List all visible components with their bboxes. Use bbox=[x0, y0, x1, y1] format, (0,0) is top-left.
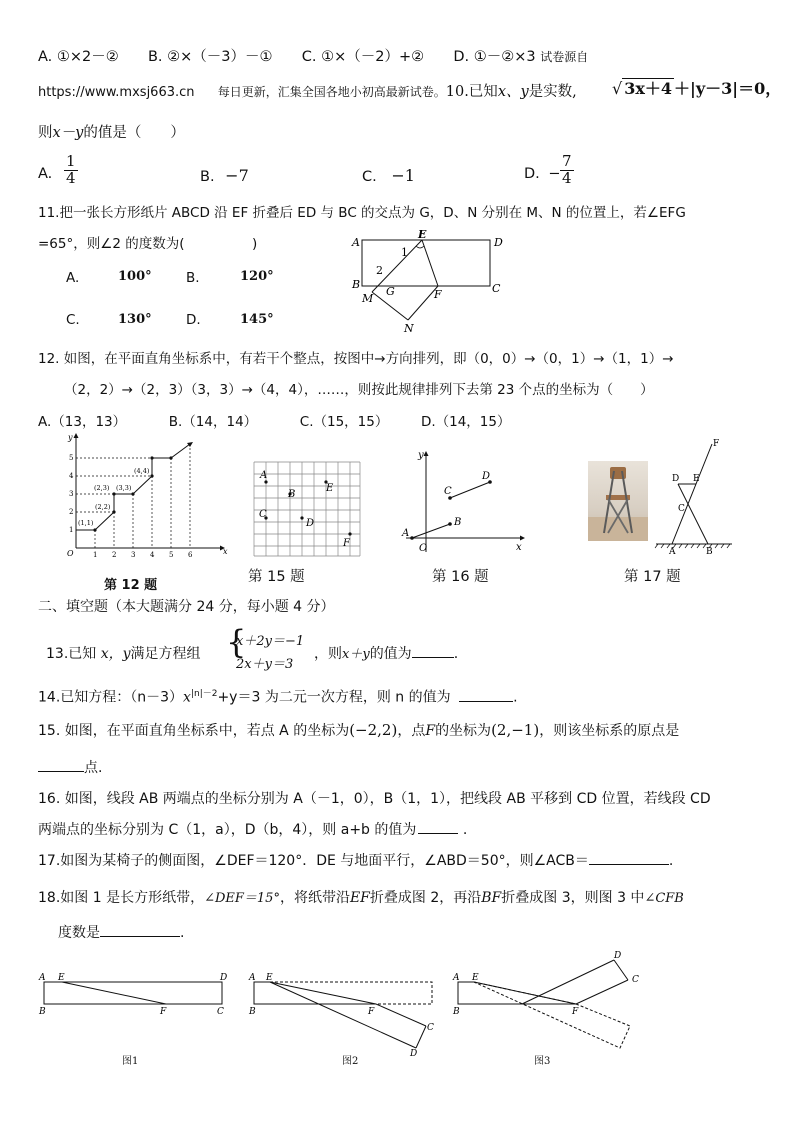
fig12-pt-2-3: (2,3) bbox=[94, 484, 110, 492]
q15-line1-mid2: 的坐标为 bbox=[435, 723, 492, 739]
q15-line1-mid: ，点 bbox=[397, 723, 426, 739]
q11-label-g: G bbox=[386, 285, 395, 298]
fig3-label-d: D bbox=[614, 951, 622, 961]
fig17-label-f: F bbox=[713, 439, 720, 449]
q18-cfb: ∠CFB bbox=[644, 891, 684, 906]
q10-option-d bbox=[524, 166, 561, 182]
fig1-strip bbox=[44, 982, 222, 1004]
q11-label-n: N bbox=[404, 322, 414, 335]
q11-label-1: 1 bbox=[401, 246, 408, 259]
q13-vars: x，y bbox=[100, 646, 131, 662]
q13-eq1: x＋2y＝−1 bbox=[236, 634, 305, 649]
q18-line1-mid: ，将纸带沿 bbox=[279, 890, 350, 906]
q11-opt-c-val: 130° bbox=[118, 312, 152, 327]
q15-coord-f: (2,−1) bbox=[491, 721, 540, 739]
q18-line2 bbox=[58, 922, 184, 942]
q13-answer-blank[interactable] bbox=[412, 657, 454, 658]
q16-line2 bbox=[38, 819, 467, 839]
q12-line2: （2，2）→（2，3）（3，3）→（4，4），……，则按此规律排列下去第 23 个点的坐标为（ ） bbox=[64, 382, 654, 398]
q16-line1: 16. 如图，线段 AB 两端点的坐标分别为 A（－1，0），B（1，1），把线段 AB 平移到 CD 位置，若线段 CD bbox=[38, 791, 711, 807]
q11-opt-b-label: B. bbox=[186, 270, 200, 286]
q11-opt-d-label: D. bbox=[186, 312, 201, 328]
q10-equation: √ 3x＋4 ＋|y－3|＝0， bbox=[612, 79, 782, 98]
q15-line2 bbox=[38, 757, 102, 777]
fig12-ytick-4: 4 bbox=[69, 472, 74, 480]
fig2-label-f: F bbox=[368, 1007, 375, 1017]
q14-exponent: |n|－2 bbox=[190, 689, 218, 699]
q10-opt-a-num: 1 bbox=[66, 152, 76, 170]
fig17-label-c: C bbox=[678, 504, 685, 514]
q12-opt-c: C.（15，15） bbox=[299, 414, 389, 430]
q14-answer-blank[interactable] bbox=[459, 701, 513, 702]
fig17-label-a: A bbox=[669, 547, 676, 557]
q14-line bbox=[38, 686, 518, 707]
q11-opt-a-label: A. bbox=[66, 270, 80, 286]
q10-opt-d-den: 4 bbox=[562, 168, 572, 187]
fig17-leg-af bbox=[672, 444, 712, 544]
q10-option-d-fraction bbox=[560, 154, 574, 187]
fig2-folded-bottom bbox=[376, 1004, 426, 1026]
q18-fig3 bbox=[450, 946, 650, 1056]
q11-line1: 11.把一张长方形纸片 ABCD 沿 EF 折叠后 ED 与 BC 的交点为 G，D、N 分别在 M、N 的位置上，若∠EFG bbox=[38, 205, 686, 221]
q9-option-d: D. ①－②×3 bbox=[453, 49, 536, 65]
fig12-xtick-3: 3 bbox=[131, 551, 136, 559]
q13-brace: { bbox=[226, 623, 247, 661]
fig15-grid bbox=[252, 460, 364, 558]
fig17-diagram bbox=[652, 438, 736, 556]
fig16-label-b: B bbox=[454, 517, 462, 528]
q11-label-a: A bbox=[352, 236, 360, 249]
fig16-label-a: A bbox=[402, 528, 410, 539]
q15-coord-a: (−2,2) bbox=[349, 721, 398, 739]
fig3-folded-bottom bbox=[576, 980, 628, 1004]
section2-title: 二、填空题（本大题满分 24 分，每小题 4 分） bbox=[38, 599, 335, 615]
fig3-dashed-prev bbox=[474, 982, 630, 1048]
q18-fig1 bbox=[36, 968, 236, 1018]
q10-opt-b-val: −7 bbox=[225, 166, 249, 185]
q10-opt-c-label: C. bbox=[362, 169, 377, 185]
fig12-caption: 第 12 题 bbox=[104, 578, 158, 593]
fig16-x-label: x bbox=[516, 542, 522, 553]
q10-mid: 是实数, bbox=[528, 84, 577, 100]
q13-end: . bbox=[453, 646, 459, 662]
q18-line2-text: 度数是 bbox=[58, 925, 100, 941]
q10-opt-a-label: A. bbox=[38, 166, 53, 182]
q13-tail bbox=[314, 643, 458, 663]
fig12-xtick-2: 2 bbox=[112, 551, 117, 559]
q18-line1-mid2: 折叠成图 2，再沿 bbox=[369, 890, 482, 906]
fig2-folded-top bbox=[270, 982, 416, 1048]
q18-fig2 bbox=[246, 968, 446, 1058]
fig16-caption: 第 16 题 bbox=[432, 569, 489, 585]
fig12-y-arrow bbox=[74, 433, 79, 438]
q12-options bbox=[38, 410, 510, 430]
fig12-xtick-6: 6 bbox=[188, 551, 193, 559]
q18-line1-post: 折叠成图 3，则图 3 中 bbox=[501, 890, 645, 906]
fig2-crease bbox=[270, 982, 376, 1004]
q10-opt-d-num: 7 bbox=[562, 152, 572, 170]
q11-crease-ef bbox=[422, 240, 438, 286]
q10-intro: 10.已知 bbox=[445, 84, 498, 100]
q13-expr: x＋y bbox=[342, 647, 370, 662]
q18-angle: ∠DEF＝15° bbox=[204, 891, 280, 906]
q11-opt-c-label: C. bbox=[66, 312, 80, 328]
fig1-line-ef bbox=[62, 982, 166, 1004]
q9-option-b: B. ②×（－3）－① bbox=[147, 49, 273, 65]
q18-line1-pre: 18.如图 1 是长方形纸带， bbox=[38, 890, 205, 906]
fig15-label-d: D bbox=[306, 518, 315, 529]
q13-pre: 13.已知 bbox=[46, 646, 97, 662]
q17-end: . bbox=[668, 853, 674, 869]
q10-vars: x、y bbox=[497, 84, 529, 100]
source-trail: 试卷源自 bbox=[540, 50, 589, 64]
fig17-caption: 第 17 题 bbox=[624, 569, 681, 585]
q11-line2: =65°，则∠2 的度数为( ) bbox=[38, 236, 258, 252]
fig3-strip bbox=[458, 982, 576, 1004]
fig12-pt-2-2: (2,2) bbox=[95, 503, 111, 511]
q11-rect-left bbox=[362, 240, 490, 286]
q11-fold-figure bbox=[340, 228, 520, 336]
fig1-caption: 图1 bbox=[122, 1056, 139, 1067]
q12-line1: 12. 如图，在平面直角坐标系中，有若干个整点，按图中→方向排列，即（0，0）→（0，1）→（1，1）→ bbox=[38, 351, 674, 367]
q9-options bbox=[38, 45, 588, 66]
fig12-origin: O bbox=[67, 549, 74, 558]
q17-answer-blank[interactable] bbox=[589, 864, 669, 865]
fig2-label-d: D bbox=[410, 1049, 418, 1059]
q11-label-2: 2 bbox=[376, 264, 383, 277]
fig2-caption: 图2 bbox=[342, 1056, 359, 1067]
q10-opt-d-label: D. bbox=[524, 166, 540, 182]
fig16-origin: O bbox=[419, 543, 428, 554]
chair-illustration bbox=[588, 461, 648, 541]
q17-line bbox=[38, 850, 673, 870]
q10-opt-c-val: −1 bbox=[391, 166, 415, 185]
fig1-label-c: C bbox=[217, 1007, 224, 1017]
q10-option-b bbox=[200, 166, 249, 185]
fig12-ytick-5: 5 bbox=[69, 454, 74, 462]
q16-answer-blank[interactable] bbox=[418, 833, 458, 834]
fig17-label-d: D bbox=[672, 474, 680, 484]
fig17-ground-hatch bbox=[655, 544, 730, 548]
fig1-label-a: A bbox=[39, 973, 46, 983]
fig17-label-e: E bbox=[693, 474, 700, 484]
q18-answer-blank[interactable] bbox=[100, 936, 180, 937]
q14-base: x bbox=[183, 689, 191, 706]
fig16-segment-cd bbox=[450, 482, 490, 498]
q10-option-a bbox=[38, 166, 52, 182]
fig12-xtick-1: 1 bbox=[93, 551, 98, 559]
source-slogan: 每日更新，汇集全国各地小初高最新试卷。 bbox=[217, 85, 446, 99]
q10-expr: x－y bbox=[52, 125, 84, 141]
fig15-label-c: C bbox=[259, 509, 267, 520]
q10-sqrt-radicand: 3x＋4 bbox=[624, 79, 673, 98]
fig12-ytick-2: 2 bbox=[69, 508, 74, 516]
fig17-chair-photo bbox=[588, 461, 648, 541]
fig2-label-a: A bbox=[249, 973, 256, 983]
fig2-folded-end bbox=[416, 1026, 426, 1048]
fig3-caption: 图3 bbox=[534, 1056, 551, 1067]
q11-label-c: C bbox=[492, 282, 501, 295]
q10-opt-a-den: 4 bbox=[66, 168, 76, 187]
q14-post: +y＝3 为二元一次方程，则 n 的值为 bbox=[217, 689, 451, 706]
fig12-y-label: y bbox=[68, 433, 73, 442]
fig1-label-f: F bbox=[160, 1007, 167, 1017]
q18-ef: EF bbox=[349, 890, 370, 906]
q11-label-d: D bbox=[494, 236, 503, 249]
fig15-caption: 第 15 题 bbox=[248, 569, 305, 585]
q10-option-c bbox=[362, 166, 415, 185]
fig12-pt-1-1: (1,1) bbox=[78, 519, 94, 527]
q15-line2-text: 点. bbox=[84, 760, 103, 776]
q9-option-c: C. ①×（－2）+② bbox=[301, 49, 425, 65]
q11-opt-d-val: 145° bbox=[240, 312, 274, 327]
fig17-leg-bd bbox=[678, 484, 708, 544]
q18-end: . bbox=[180, 925, 185, 941]
fig12-x-label: x bbox=[223, 547, 228, 556]
fig15-label-b: B bbox=[288, 489, 296, 500]
fig12-pt-4-4: (4,4) bbox=[134, 467, 150, 475]
fig12-xtick-5: 5 bbox=[169, 551, 174, 559]
q10-line2 bbox=[38, 121, 185, 142]
fig2-label-b: B bbox=[249, 1007, 256, 1017]
fig12-path-arrow bbox=[187, 442, 193, 447]
fig3-label-c: C bbox=[632, 975, 639, 985]
fig16-graph bbox=[398, 448, 528, 558]
fig12-ytick-1: 1 bbox=[69, 526, 74, 534]
q11-label-e: E bbox=[418, 228, 427, 241]
fig17-label-b: B bbox=[706, 547, 713, 557]
fig16-x-arrow bbox=[520, 536, 525, 541]
fig3-label-b: B bbox=[453, 1007, 460, 1017]
fig12-xtick-4: 4 bbox=[150, 551, 155, 559]
q16-end: . bbox=[462, 822, 468, 838]
fig12-graph bbox=[60, 432, 230, 562]
q11-label-f: F bbox=[434, 288, 442, 301]
fig2-label-e: E bbox=[266, 973, 273, 983]
q10-opt-d-sign: − bbox=[548, 166, 561, 182]
fig3-label-e: E bbox=[472, 973, 479, 983]
q13-post2: 的值为 bbox=[369, 646, 412, 662]
q13-post1: ，则 bbox=[314, 646, 342, 662]
q13-eq2: 2x＋y＝3 bbox=[236, 657, 294, 672]
q11-opt-a-val: 100° bbox=[118, 269, 152, 284]
q15-line1 bbox=[38, 720, 679, 740]
fig15-label-e: E bbox=[326, 483, 334, 494]
q15-line1-pre: 15. 如图，在平面直角坐标系中，若点 A 的坐标为 bbox=[38, 723, 350, 739]
source-url[interactable]: https://www.mxsj663.cn bbox=[38, 85, 195, 100]
q11-angle1-arc bbox=[416, 246, 424, 248]
q9-option-a: A. ①×2－② bbox=[38, 49, 119, 65]
q18-line1 bbox=[38, 887, 684, 907]
q15-point-f: F bbox=[425, 723, 436, 739]
q17-text: 17.如图为某椅子的侧面图，∠DEF＝120°．DE 与地面平行，∠ABD＝50°，则∠ACB＝ bbox=[38, 853, 589, 869]
fig15-label-a: A bbox=[260, 470, 268, 481]
fig15-label-f: F bbox=[343, 538, 350, 549]
fig3-folded-top bbox=[522, 960, 614, 1004]
fig12-guides bbox=[76, 444, 190, 548]
q14-pre: 14.已知方程：（n－3） bbox=[38, 689, 184, 706]
q10-option-a-fraction bbox=[64, 154, 78, 187]
q14-end: . bbox=[513, 689, 518, 706]
q10-line2-pre: 则 bbox=[38, 125, 53, 141]
fig2-label-c: C bbox=[427, 1023, 434, 1033]
q13-line bbox=[46, 643, 201, 663]
q12-opt-a: A.（13，13） bbox=[38, 414, 127, 430]
fig16-y-label: y bbox=[418, 450, 424, 461]
q12-opt-d: D.（14，15） bbox=[420, 414, 511, 430]
q15-line1-post: ，则该坐标系的原点是 bbox=[539, 723, 680, 739]
q13-mid: 满足方程组 bbox=[130, 646, 201, 662]
fig1-label-b: B bbox=[39, 1007, 46, 1017]
q10-line2-post: 的值是（ ） bbox=[83, 125, 185, 141]
q18-bf: BF bbox=[481, 890, 502, 906]
q11-label-m: M bbox=[362, 292, 374, 305]
q11-label-b: B bbox=[352, 278, 361, 291]
q11-opt-b-val: 120° bbox=[240, 269, 274, 284]
fig1-label-e: E bbox=[58, 973, 65, 983]
q10-opt-b-label: B. bbox=[200, 169, 215, 185]
q10-equation-rest: ＋|y－3|＝0， bbox=[674, 79, 782, 98]
q11-rect-dashed bbox=[422, 240, 490, 286]
q15-answer-blank[interactable] bbox=[38, 771, 84, 772]
q16-line2-text: 两端点的坐标分别为 C（1，a），D（b，4），则 a+b 的值为 bbox=[38, 822, 417, 838]
source-line bbox=[38, 80, 577, 101]
fig16-y-arrow bbox=[424, 451, 429, 456]
fig3-label-a: A bbox=[453, 973, 460, 983]
fig12-ytick-3: 3 bbox=[69, 490, 74, 498]
fig3-folded-end bbox=[614, 960, 628, 980]
fig1-label-d: D bbox=[220, 973, 228, 983]
q12-opt-b: B.（14，14） bbox=[168, 414, 258, 430]
fig16-label-c: C bbox=[444, 486, 452, 497]
fig12-pt-3-3: (3,3) bbox=[116, 484, 132, 492]
fig16-segment-ab bbox=[412, 524, 450, 538]
fig16-label-d: D bbox=[482, 471, 491, 482]
fig3-label-f: F bbox=[572, 1007, 579, 1017]
